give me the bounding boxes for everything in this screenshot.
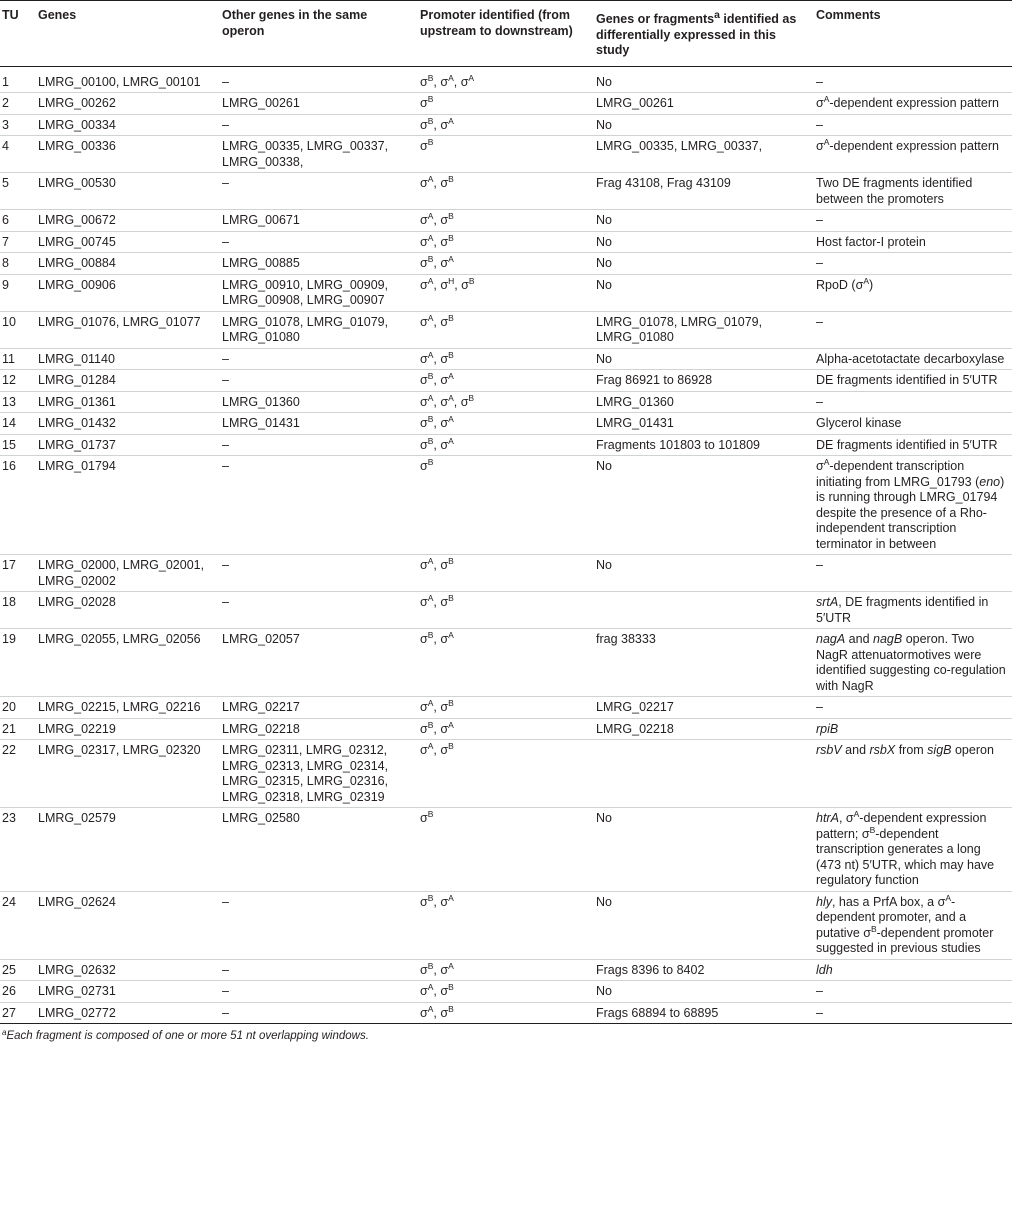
cell-comments: DE fragments identified in 5′UTR <box>814 370 1012 392</box>
table-row <box>0 173 1012 210</box>
cell-genes: LMRG_02632 <box>36 959 220 981</box>
cell-comments: – <box>814 1002 1012 1024</box>
cell-de: No <box>594 114 814 136</box>
table-body <box>0 66 1012 1024</box>
cell-de: LMRG_01360 <box>594 391 814 413</box>
sigma-factor: $\sigma^A$ <box>440 254 454 271</box>
sigma-factor: $\sigma^B$ <box>461 275 475 292</box>
sigma-factor: $\sigma^B$ <box>420 457 434 474</box>
cell-de: No <box>594 274 814 311</box>
cell-promoter: $\sigma^A$, $\sigma^B$ <box>418 740 594 808</box>
cell-tu: 12 <box>0 370 36 392</box>
cell-other-genes: LMRG_01431 <box>220 413 418 435</box>
cell-de: No <box>594 891 814 959</box>
cell-tu: 22 <box>0 740 36 808</box>
cell-genes: LMRG_00334 <box>36 114 220 136</box>
cell-promoter: $\sigma^B$, $\sigma^A$ <box>418 434 594 456</box>
sigma-factor: $\sigma^A$ <box>440 435 454 452</box>
sigma-factor: $\sigma^B$ <box>440 556 454 573</box>
cell-de: LMRG_02217 <box>594 697 814 719</box>
sigma-factor: $\sigma^B$ <box>420 94 434 111</box>
cell-tu: 2 <box>0 93 36 115</box>
table-row <box>0 981 1012 1003</box>
cell-de: LMRG_01431 <box>594 413 814 435</box>
table-row <box>0 740 1012 808</box>
cell-tu: 21 <box>0 718 36 740</box>
cell-other-genes: – <box>220 231 418 253</box>
cell-comments: – <box>814 210 1012 232</box>
table-row <box>0 311 1012 348</box>
cell-de <box>594 592 814 629</box>
sigma-factor: $\sigma^B$ <box>440 741 454 758</box>
cell-other-genes: – <box>220 434 418 456</box>
cell-comments: – <box>814 555 1012 592</box>
cell-tu: 17 <box>0 555 36 592</box>
header-de-sup: a <box>714 10 720 21</box>
cell-comments: htrA, $\sigma^A$-dependent expression pattern; $\sigma^B$-dependent transcription generates a long (473 nt) 5′UTR, which may have regulatory function <box>814 808 1012 892</box>
cell-genes: LMRG_02028 <box>36 592 220 629</box>
footnote-marker: a <box>2 1028 7 1038</box>
sigma-factor: $\sigma^B$ <box>420 809 434 826</box>
cell-tu: 1 <box>0 66 36 93</box>
cell-de: No <box>594 253 814 275</box>
cell-genes: LMRG_02215, LMRG_02216 <box>36 697 220 719</box>
cell-tu: 23 <box>0 808 36 892</box>
sigma-factor: $\sigma^A$ <box>440 371 454 388</box>
sigma-factor: $\sigma^B$ <box>420 371 434 388</box>
cell-comments: – <box>814 981 1012 1003</box>
cell-comments: Two DE fragments identified between the promoters <box>814 173 1012 210</box>
cell-promoter: $\sigma^B$, $\sigma^A$, $\sigma^A$ <box>418 66 594 93</box>
sigma-factor: $\sigma^A$ <box>440 414 454 431</box>
sigma-factor: $\sigma^B$ <box>440 312 454 329</box>
table-row <box>0 370 1012 392</box>
table-row <box>0 555 1012 592</box>
cell-promoter: $\sigma^B$, $\sigma^A$ <box>418 253 594 275</box>
cell-genes: LMRG_02000, LMRG_02001, LMRG_02002 <box>36 555 220 592</box>
cell-genes: LMRG_00745 <box>36 231 220 253</box>
cell-genes: LMRG_00906 <box>36 274 220 311</box>
sigma-factor: $\sigma^A$ <box>420 593 434 610</box>
cell-genes: LMRG_00262 <box>36 93 220 115</box>
cell-promoter: $\sigma^B$, $\sigma^A$ <box>418 413 594 435</box>
cell-other-genes: LMRG_02057 <box>220 629 418 697</box>
table-row <box>0 253 1012 275</box>
cell-genes: LMRG_01794 <box>36 456 220 555</box>
cell-genes: LMRG_01076, LMRG_01077 <box>36 311 220 348</box>
cell-other-genes: LMRG_00885 <box>220 253 418 275</box>
cell-comments: $\sigma^A$-dependent expression pattern <box>814 136 1012 173</box>
header-de <box>594 1 814 67</box>
cell-de: No <box>594 231 814 253</box>
sigma-factor: $\sigma^A$ <box>420 349 434 366</box>
cell-other-genes: LMRG_00261 <box>220 93 418 115</box>
table-row <box>0 1002 1012 1024</box>
cell-tu: 15 <box>0 434 36 456</box>
cell-de: Frags 68894 to 68895 <box>594 1002 814 1024</box>
cell-other-genes: – <box>220 592 418 629</box>
sigma-factor: $\sigma^A$ <box>440 630 454 647</box>
cell-promoter: $\sigma^B$, $\sigma^A$ <box>418 370 594 392</box>
sigma-factor: $\sigma^A$ <box>420 312 434 329</box>
sigma-factor: $\sigma^B$ <box>440 349 454 366</box>
cell-other-genes: – <box>220 959 418 981</box>
cell-tu: 5 <box>0 173 36 210</box>
footnote-text: Each fragment is composed of one or more 51 nt overlapping windows. <box>6 1030 369 1043</box>
sigma-factor: $\sigma^A$ <box>420 275 434 292</box>
cell-other-genes: LMRG_01360 <box>220 391 418 413</box>
cell-de: Fragments 101803 to 101809 <box>594 434 814 456</box>
sigma-factor: $\sigma^A$ <box>440 115 454 132</box>
cell-comments: Glycerol kinase <box>814 413 1012 435</box>
table-footnote <box>0 1030 1012 1042</box>
cell-comments: – <box>814 311 1012 348</box>
cell-comments: Alpha-acetotactate decarboxylase <box>814 348 1012 370</box>
cell-genes: LMRG_00336 <box>36 136 220 173</box>
cell-other-genes: – <box>220 555 418 592</box>
cell-de: No <box>594 555 814 592</box>
cell-other-genes: – <box>220 173 418 210</box>
sigma-factor: $\sigma^B$ <box>440 174 454 191</box>
sigma-factor: $\sigma^A$ <box>440 719 454 736</box>
cell-comments: – <box>814 697 1012 719</box>
sigma-factor: $\sigma^H$ <box>440 275 455 292</box>
cell-genes: LMRG_01361 <box>36 391 220 413</box>
cell-comments: rsbV and rsbX from sigB operon <box>814 740 1012 808</box>
table-row <box>0 808 1012 892</box>
cell-comments: RpoD $(\sigma^A)$ <box>814 274 1012 311</box>
cell-genes: LMRG_00672 <box>36 210 220 232</box>
sigma-factor: $\sigma^A$ <box>440 72 454 89</box>
cell-promoter: $\sigma^A$, $\sigma^A$, $\sigma^B$ <box>418 391 594 413</box>
cell-genes: LMRG_02731 <box>36 981 220 1003</box>
sigma-factor: $\sigma^A$ <box>420 392 434 409</box>
cell-genes: LMRG_02317, LMRG_02320 <box>36 740 220 808</box>
table-row <box>0 718 1012 740</box>
cell-comments: hly, has a PrfA box, a $\sigma^A$-dependent promoter, and a putative $\sigma^B$-dependent promoter suggested in previous studies <box>814 891 1012 959</box>
cell-tu: 27 <box>0 1002 36 1024</box>
table-row <box>0 391 1012 413</box>
cell-promoter: $\sigma^A$, $\sigma^B$ <box>418 1002 594 1024</box>
cell-de: No <box>594 456 814 555</box>
header-tu: TU <box>0 1 36 67</box>
cell-promoter: $\sigma^A$, $\sigma^B$ <box>418 981 594 1003</box>
cell-de: No <box>594 348 814 370</box>
table-row <box>0 136 1012 173</box>
cell-comments: – <box>814 66 1012 93</box>
sigma-factor: $\sigma^B$ <box>420 72 434 89</box>
header-other-genes: Other genes in the same operon <box>220 1 418 67</box>
cell-promoter: $\sigma^A$, $\sigma^B$ <box>418 555 594 592</box>
sigma-factor: $\sigma^A$ <box>420 698 434 715</box>
cell-promoter: $\sigma^A$, $\sigma^B$ <box>418 592 594 629</box>
cell-other-genes: LMRG_02217 <box>220 697 418 719</box>
cell-promoter <box>418 136 594 173</box>
cell-comments: nagA and nagB operon. Two NagR attenuatormotives were identified suggesting co-regulation with NagR <box>814 629 1012 697</box>
cell-genes: LMRG_02219 <box>36 718 220 740</box>
table-row <box>0 93 1012 115</box>
cell-comments: ldh <box>814 959 1012 981</box>
header-promoter: Promoter identified (from upstream to downstream) <box>418 1 594 67</box>
cell-promoter: $\sigma^A$, $\sigma^B$ <box>418 311 594 348</box>
cell-de <box>594 740 814 808</box>
cell-other-genes: – <box>220 891 418 959</box>
cell-tu: 6 <box>0 210 36 232</box>
sigma-factor: $\sigma^B$ <box>420 435 434 452</box>
cell-promoter: $\sigma^A$, $\sigma^B$ <box>418 231 594 253</box>
table-row <box>0 210 1012 232</box>
cell-tu: 4 <box>0 136 36 173</box>
cell-promoter: $\sigma^A$, $\sigma^B$ <box>418 348 594 370</box>
cell-tu: 10 <box>0 311 36 348</box>
cell-other-genes: LMRG_00671 <box>220 210 418 232</box>
sigma-factor: $\sigma^A$ <box>440 892 454 909</box>
cell-other-genes: LMRG_00335, LMRG_00337, LMRG_00338, <box>220 136 418 173</box>
cell-tu: 16 <box>0 456 36 555</box>
cell-de: Frag 86921 to 86928 <box>594 370 814 392</box>
cell-tu: 11 <box>0 348 36 370</box>
sigma-factor: $\sigma^B$ <box>440 982 454 999</box>
cell-promoter: $\sigma^A$, $\sigma^B$ <box>418 173 594 210</box>
sigma-factor: $\sigma^B$ <box>440 211 454 228</box>
cell-de: frag 38333 <box>594 629 814 697</box>
cell-promoter <box>418 808 594 892</box>
cell-genes: LMRG_02055, LMRG_02056 <box>36 629 220 697</box>
sigma-factor: $\sigma^A$ <box>440 392 454 409</box>
cell-de: No <box>594 66 814 93</box>
cell-other-genes: – <box>220 456 418 555</box>
cell-promoter: $\sigma^A$, $\sigma^H$, $\sigma^B$ <box>418 274 594 311</box>
table-row <box>0 959 1012 981</box>
table-row <box>0 348 1012 370</box>
cell-other-genes: LMRG_02580 <box>220 808 418 892</box>
sigma-factor: $\sigma^B$ <box>420 137 434 154</box>
cell-genes: LMRG_02579 <box>36 808 220 892</box>
sigma-factor: $\sigma^B$ <box>460 392 475 409</box>
cell-tu: 19 <box>0 629 36 697</box>
sigma-factor: $\sigma^B$ <box>420 892 434 909</box>
cell-promoter: $\sigma^A$, $\sigma^B$ <box>418 697 594 719</box>
cell-promoter <box>418 456 594 555</box>
cell-comments: rpiB <box>814 718 1012 740</box>
cell-other-genes: – <box>220 114 418 136</box>
sigma-factor: $\sigma^A$ <box>420 556 434 573</box>
cell-tu: 26 <box>0 981 36 1003</box>
cell-de: No <box>594 210 814 232</box>
cell-genes: LMRG_02772 <box>36 1002 220 1024</box>
cell-other-genes: LMRG_00910, LMRG_00909, LMRG_00908, LMRG_00907 <box>220 274 418 311</box>
sigma-factor: $\sigma^A$ <box>440 960 454 977</box>
cell-genes: LMRG_01284 <box>36 370 220 392</box>
cell-promoter: $\sigma^B$, $\sigma^A$ <box>418 114 594 136</box>
cell-promoter: $\sigma^A$, $\sigma^B$ <box>418 210 594 232</box>
cell-tu: 18 <box>0 592 36 629</box>
sigma-factor: $\sigma^A$ <box>420 211 434 228</box>
sigma-factor: $\sigma^B$ <box>420 630 434 647</box>
cell-promoter: $\sigma^B$, $\sigma^A$ <box>418 629 594 697</box>
cell-comments: Host factor-I protein <box>814 231 1012 253</box>
cell-genes: LMRG_01432 <box>36 413 220 435</box>
cell-tu: 25 <box>0 959 36 981</box>
sigma-factor: $\sigma^A$ <box>420 174 434 191</box>
cell-tu: 3 <box>0 114 36 136</box>
sigma-factor: $\sigma^A$ <box>420 232 434 249</box>
sigma-factor: $\sigma^B$ <box>420 719 434 736</box>
sigma-factor: $\sigma^B$ <box>440 1003 454 1020</box>
table-row <box>0 456 1012 555</box>
sigma-factor: $\sigma^A$ <box>420 1003 434 1020</box>
table-row <box>0 231 1012 253</box>
cell-tu: 13 <box>0 391 36 413</box>
table-row <box>0 114 1012 136</box>
cell-de: LMRG_00335, LMRG_00337, <box>594 136 814 173</box>
header-genes: Genes <box>36 1 220 67</box>
sigma-factor: $\sigma^B$ <box>420 960 434 977</box>
sigma-factor: $\sigma^B$ <box>440 593 454 610</box>
cell-de: No <box>594 981 814 1003</box>
sigma-factor: $\sigma^B$ <box>440 232 454 249</box>
cell-promoter: $\sigma^B$, $\sigma^A$ <box>418 959 594 981</box>
cell-genes: LMRG_00884 <box>36 253 220 275</box>
cell-other-genes: LMRG_02311, LMRG_02312, LMRG_02313, LMRG_02314, LMRG_02315, LMRG_02316, LMRG_02318, LMRG_02319 <box>220 740 418 808</box>
cell-de: LMRG_01078, LMRG_01079, LMRG_01080 <box>594 311 814 348</box>
cell-comments: – <box>814 114 1012 136</box>
cell-tu: 7 <box>0 231 36 253</box>
sigma-factor: $\sigma^B$ <box>420 115 434 132</box>
sigma-factor: $\sigma^A$ <box>420 741 434 758</box>
cell-genes: LMRG_01737 <box>36 434 220 456</box>
cell-comments: – <box>814 391 1012 413</box>
table-row <box>0 697 1012 719</box>
cell-other-genes: LMRG_01078, LMRG_01079, LMRG_01080 <box>220 311 418 348</box>
cell-genes: LMRG_00100, LMRG_00101 <box>36 66 220 93</box>
cell-promoter <box>418 93 594 115</box>
cell-other-genes: – <box>220 370 418 392</box>
sigma-factor: $\sigma^A$ <box>460 72 475 89</box>
cell-promoter: $\sigma^B$, $\sigma^A$ <box>418 718 594 740</box>
cell-de: LMRG_02218 <box>594 718 814 740</box>
cell-tu: 20 <box>0 697 36 719</box>
cell-other-genes: – <box>220 1002 418 1024</box>
cell-de: Frags 8396 to 8402 <box>594 959 814 981</box>
cell-tu: 8 <box>0 253 36 275</box>
cell-tu: 14 <box>0 413 36 435</box>
sigma-factor: $\sigma^B$ <box>440 698 454 715</box>
cell-comments: $\sigma^A$-dependent transcription initiating from LMRG_01793 (eno) is running through LMRG_01794 despite the presence of a Rho-independent transcription terminator in between <box>814 456 1012 555</box>
sigma-factor: $\sigma^B$ <box>420 254 434 271</box>
table-row <box>0 592 1012 629</box>
header-de-post: identified as differentially expressed in this study <box>596 12 797 58</box>
cell-comments: srtA, DE fragments identified in 5′UTR <box>814 592 1012 629</box>
cell-comments: DE fragments identified in 5′UTR <box>814 434 1012 456</box>
cell-genes: LMRG_01140 <box>36 348 220 370</box>
cell-de: LMRG_00261 <box>594 93 814 115</box>
cell-other-genes: – <box>220 66 418 93</box>
cell-other-genes: LMRG_02218 <box>220 718 418 740</box>
cell-other-genes: – <box>220 348 418 370</box>
cell-genes: LMRG_02624 <box>36 891 220 959</box>
cell-genes: LMRG_00530 <box>36 173 220 210</box>
cell-promoter: $\sigma^B$, $\sigma^A$ <box>418 891 594 959</box>
sigma-factor: $\sigma^A$ <box>420 982 434 999</box>
table-row <box>0 434 1012 456</box>
table-row <box>0 274 1012 311</box>
cell-de: No <box>594 808 814 892</box>
table-row <box>0 66 1012 93</box>
table-row <box>0 413 1012 435</box>
header-row <box>0 1 1012 67</box>
cell-comments: $\sigma^A$-dependent expression pattern <box>814 93 1012 115</box>
header-de-pre: Genes or fragments <box>596 12 715 27</box>
header-comments: Comments <box>814 1 1012 67</box>
cell-other-genes: – <box>220 981 418 1003</box>
sigma-factor: $\sigma^B$ <box>420 414 434 431</box>
cell-tu: 24 <box>0 891 36 959</box>
cell-comments: – <box>814 253 1012 275</box>
cell-tu: 9 <box>0 274 36 311</box>
table-row <box>0 891 1012 959</box>
cell-de: Frag 43108, Frag 43109 <box>594 173 814 210</box>
table-row <box>0 629 1012 697</box>
